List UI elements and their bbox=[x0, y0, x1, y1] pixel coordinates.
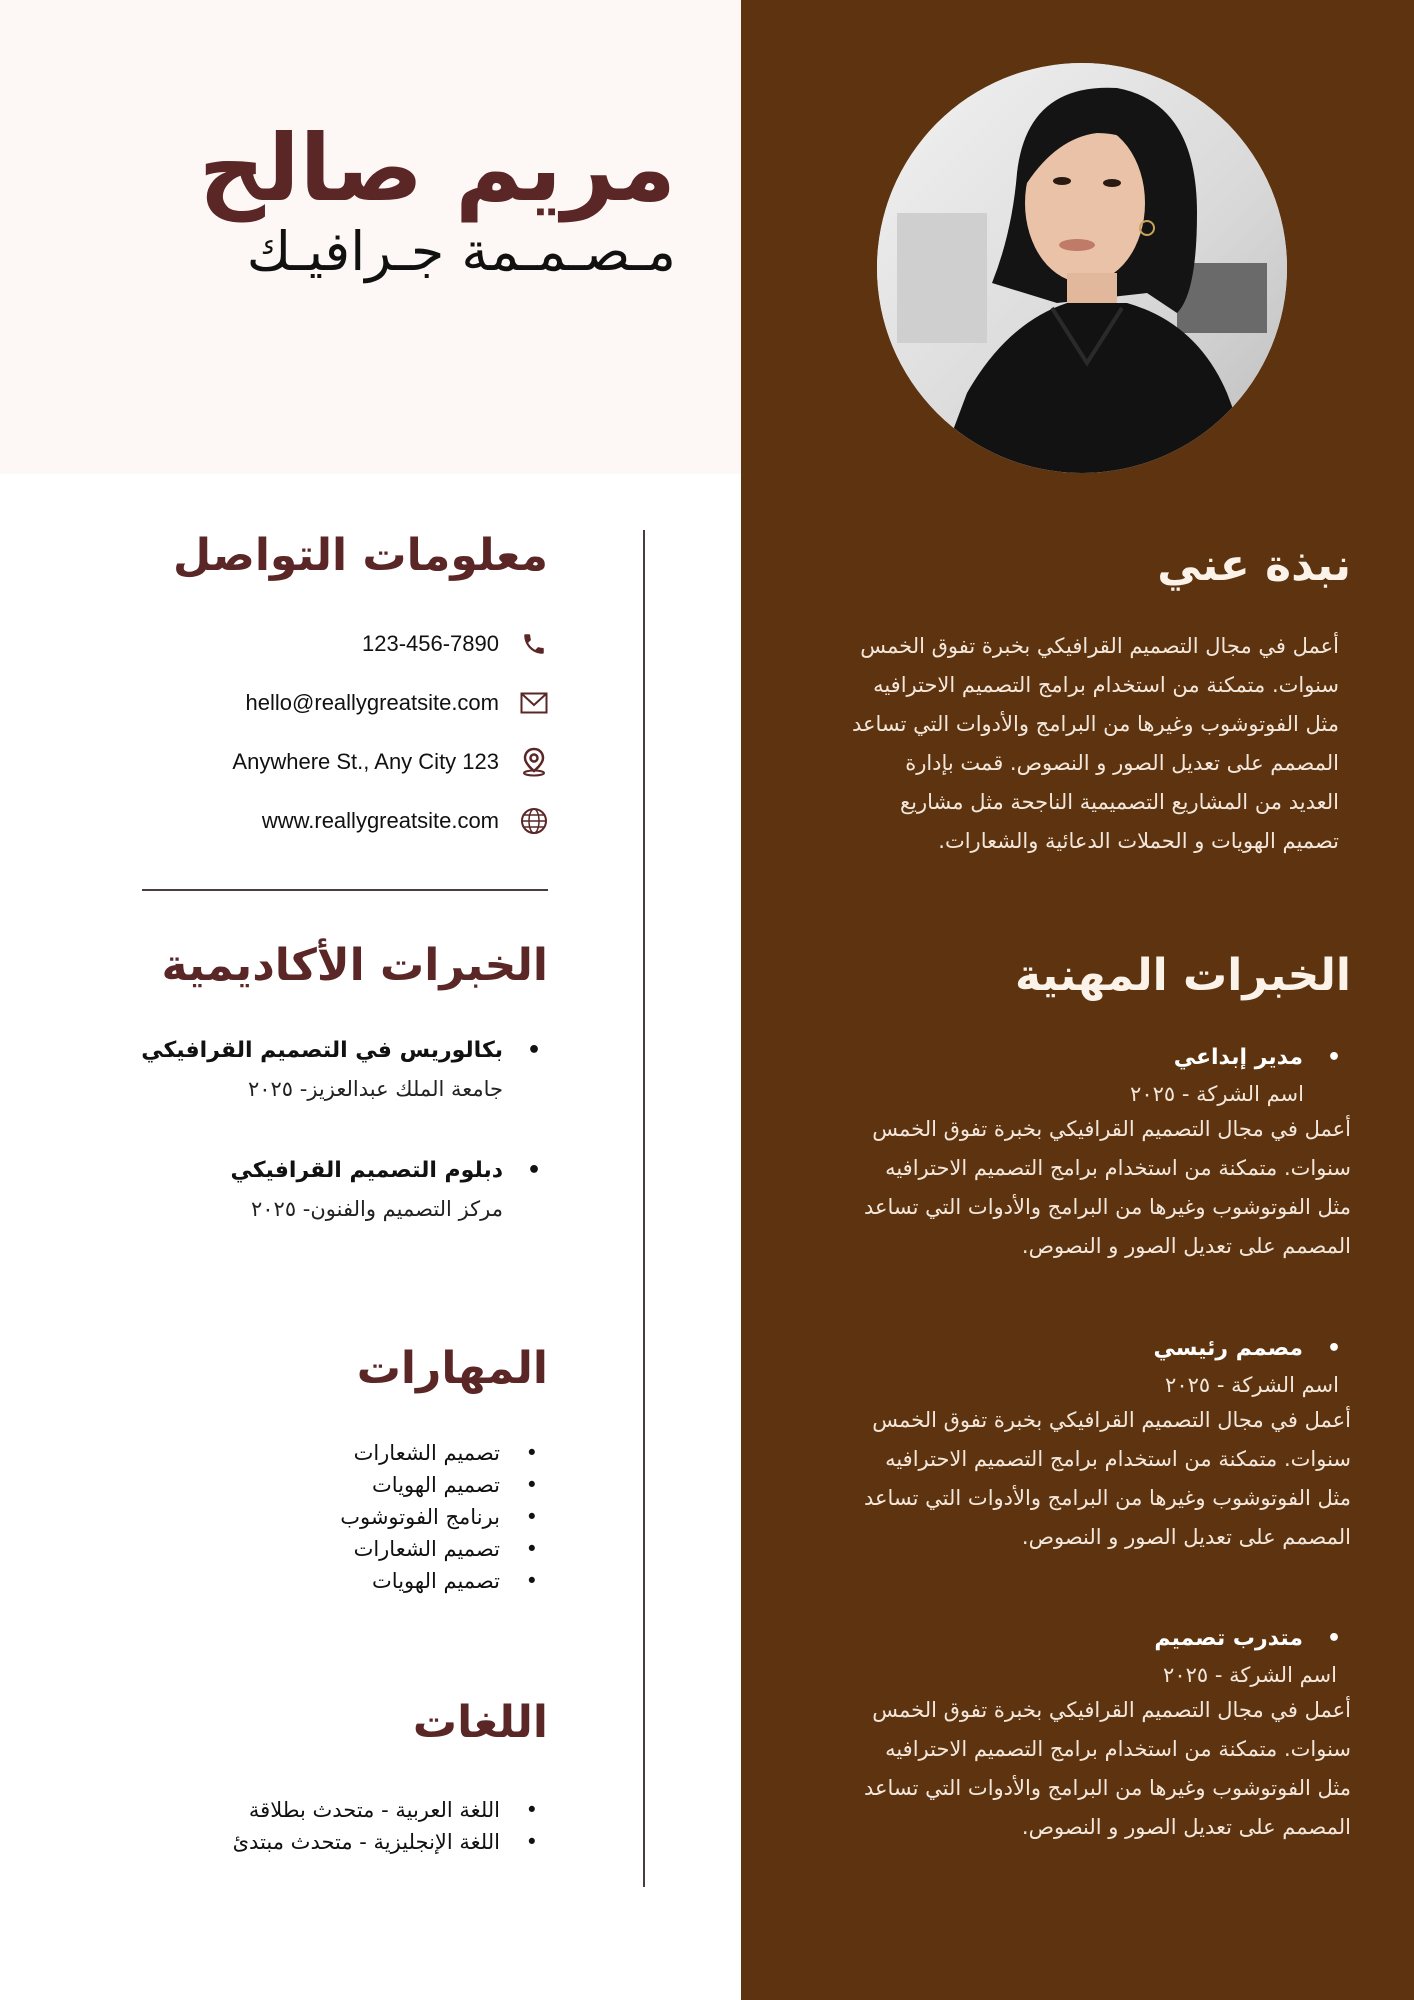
phone-value: 123-456-7890 bbox=[361, 631, 499, 656]
experience-title: • متدرب تصميم bbox=[781, 1626, 1341, 1651]
job-title-header: مـصـمـمة جـرافيـك bbox=[246, 220, 676, 283]
language-item: • اللغة العربية - متحدث بطلاقة bbox=[88, 1794, 538, 1826]
education-heading: الخبرات الأكاديمية bbox=[161, 940, 548, 991]
about-line: مثل الفوتوشوب وغيرها من البرامج والأدوات التي تساعد bbox=[851, 712, 1339, 736]
contact-website[interactable] bbox=[29, 801, 549, 841]
education-degree: • بكالوريس في التصميم القرافيكي bbox=[41, 1038, 541, 1063]
experience-title: • مصمم رئيسي bbox=[781, 1336, 1341, 1361]
experience-heading: الخبرات المهنية bbox=[1014, 950, 1351, 1001]
languages-heading: اللغات bbox=[412, 1697, 548, 1748]
experience-description: أعمل في مجال التصميم القرافيكي بخبرة تفوق الخمس سنوات. متمكنة من استخدام برامج التصميم الاحترافيه مثل الفوتوشوب وغيرها من البرامج والأدوات التي تساعد المصمم على تعديل الصور و النصوص. bbox=[863, 1698, 1351, 1839]
skill-item: • برنامج الفوتوشوب bbox=[138, 1501, 538, 1533]
skill-item: • تصميم الشعارات bbox=[138, 1437, 538, 1469]
website-value: www.reallygreatsite.com bbox=[261, 808, 499, 833]
about-heading: نبذة عني bbox=[1157, 540, 1351, 591]
language-item: • اللغة الإنجليزية - متحدث مبتدئ bbox=[88, 1826, 538, 1858]
experience-company: اسم الشركة - ٢٠٢٥ bbox=[1165, 1373, 1339, 1397]
education-degree: • دبلوم التصميم القرافيكي bbox=[41, 1158, 541, 1183]
section-divider bbox=[142, 889, 548, 891]
skill-item: • تصميم الهويات bbox=[138, 1469, 538, 1501]
profile-photo bbox=[877, 63, 1287, 473]
mail-icon bbox=[519, 688, 549, 718]
education-detail: جامعة الملك عبدالعزيز- ٢٠٢٥ bbox=[247, 1077, 503, 1101]
experience-item bbox=[781, 1626, 1351, 1847]
location-icon bbox=[519, 747, 549, 777]
about-line: المصمم على تعديل الصور و النصوص. قمت بإدارة bbox=[905, 751, 1339, 775]
skills-list bbox=[138, 1437, 538, 1597]
experience-description: أعمل في مجال التصميم القرافيكي بخبرة تفوق الخمس سنوات. متمكنة من استخدام برامج التصميم الاحترافيه مثل الفوتوشوب وغيرها من البرامج والأدوات التي تساعد المصمم على تعديل الصور و النصوص. bbox=[863, 1117, 1351, 1258]
experience-description: أعمل في مجال التصميم القرافيكي بخبرة تفوق الخمس سنوات. متمكنة من استخدام برامج التصميم الاحترافيه مثل الفوتوشوب وغيرها من البرامج والأدوات التي تساعد المصمم على تعديل الصور و النصوص. bbox=[863, 1408, 1351, 1549]
about-line: تصميم الهويات و الحملات الدعائية والشعارات. bbox=[938, 829, 1339, 853]
skill-item: • تصميم الشعارات bbox=[138, 1533, 538, 1565]
globe-icon bbox=[519, 806, 549, 836]
education-detail: مركز التصميم والفنون- ٢٠٢٥ bbox=[251, 1197, 503, 1221]
experience-company: اسم الشركة - ٢٠٢٥ bbox=[1130, 1082, 1304, 1106]
contact-heading: معلومات التواصل bbox=[173, 530, 548, 581]
contact-phone[interactable] bbox=[29, 624, 549, 664]
portrait-image bbox=[877, 63, 1287, 473]
experience-item bbox=[781, 1045, 1351, 1266]
about-line: أعمل في مجال التصميم القرافيكي بخبرة تفوق الخمس bbox=[860, 634, 1339, 658]
column-divider bbox=[643, 530, 645, 1887]
education-item bbox=[41, 1158, 541, 1221]
person-name: مريم صالح bbox=[198, 115, 676, 222]
experience-company: اسم الشركة - ٢٠٢٥ bbox=[1163, 1663, 1337, 1687]
languages-list bbox=[88, 1794, 538, 1858]
skills-heading: المهارات bbox=[356, 1343, 548, 1394]
contact-email[interactable] bbox=[29, 683, 549, 723]
phone-icon bbox=[519, 629, 549, 659]
about-text bbox=[779, 627, 1339, 861]
skill-item: • تصميم الهويات bbox=[138, 1565, 538, 1597]
experience-title: • مدير إبداعي bbox=[781, 1045, 1341, 1070]
about-line: العديد من المشاريع التصميمية الناجحة مثل مشاريع bbox=[899, 790, 1339, 814]
contact-address[interactable] bbox=[29, 742, 549, 782]
email-value: hello@reallygreatsite.com bbox=[245, 690, 499, 715]
address-value: Anywhere St., Any City 123 bbox=[232, 749, 499, 774]
experience-item bbox=[781, 1336, 1351, 1557]
education-item bbox=[41, 1038, 541, 1101]
about-line: سنوات. متمكنة من استخدام برامج التصميم الاحترافيه bbox=[873, 673, 1339, 697]
